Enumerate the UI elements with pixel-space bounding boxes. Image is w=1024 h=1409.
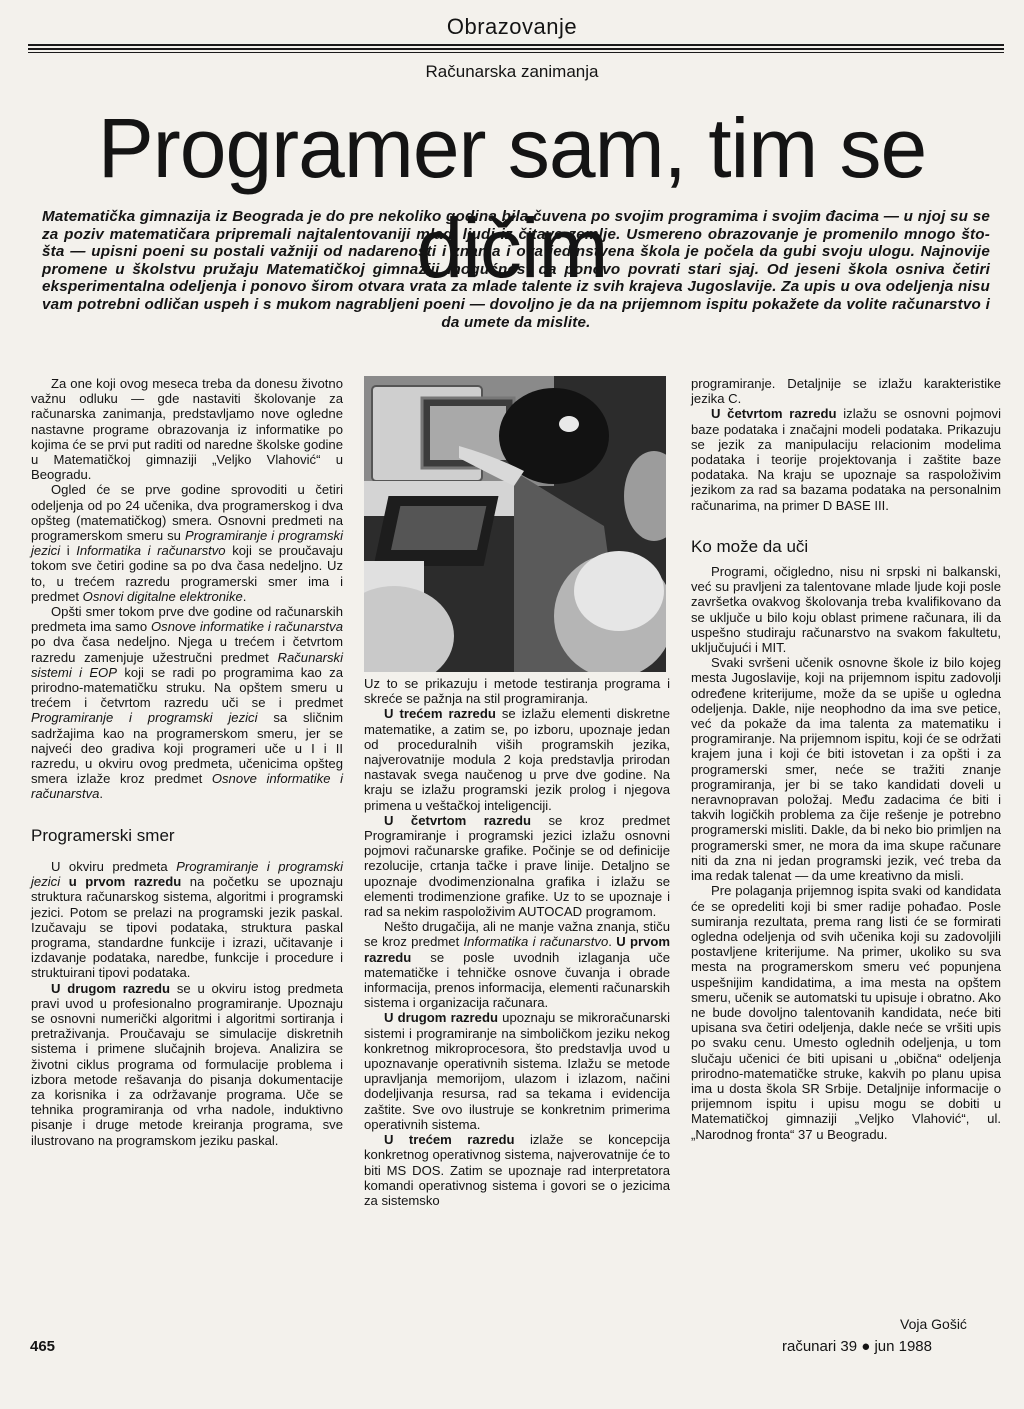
text: izlaže se koncepcija konkretnog operativnog sistema, najverovatnije će to biti MS DOS. Zatim se upoznaje rad interpretatora komandi operativnog sistema i govori se o jezicima za sistemsko [364, 1132, 670, 1208]
folio: računari 39 ● jun 1988 [782, 1338, 932, 1355]
paragraph [364, 1010, 670, 1132]
page-number: 465 [30, 1338, 56, 1355]
subject-name: Programiranje i programski jezici [31, 528, 343, 559]
text: izlažu se osnovni pojmovi baze podataka i značajni modeli podataka. Prikazuju se jezik za manipulaciju relacionim modelima podataka i teorije projektovanja i zaštite baze podataka. Na kraju se upoznaje sa raspoloživim jezikom za rad sa bazama podataka na personalnim računarima, na primer D BASE III. [691, 406, 1002, 513]
byline: Voja Gošić [900, 1316, 967, 1332]
text: sa sličnim sadržajima kao na programerskom smeru, jer se najveći deo gradiva koji programeri uče u I i II razredu, u okviru ovog predmeta, učenicima opšteg smera izlaže kroz predmet [31, 710, 343, 787]
subject-name: Informatika i računarstvo [463, 934, 609, 950]
subject-name: Osnove informatike i računarstva [31, 771, 343, 802]
text: se kroz predmet Programiranje i programski jezici izlažu osnovni pojmovi računarske grafike. Počinje se od definicije rezolucije, crtanja tačke i prave linije. Detaljno se upoznaje dvodimenzionalna grafika i izlažu se elementi trodimenzione grafike. Uz to se upoznaje i rad sa nekim raspoloživim AUTOCAD programom. [364, 812, 670, 920]
text: i [60, 543, 77, 559]
paragraph [364, 1132, 670, 1208]
article-column-3 [691, 376, 1001, 1142]
subheading-programerski-smer: Programerski smer [31, 825, 175, 845]
subsection-label: Računarska zanimanja [425, 62, 599, 81]
computer-students-illustration [364, 376, 666, 672]
grade-label: U drugom razredu [384, 1010, 498, 1026]
section-label: Obrazovanje [446, 14, 578, 39]
subject-name: Informatika i računarstvo [76, 543, 226, 559]
subject-name: Računarski sistemi i EOP [31, 649, 343, 680]
text: na početku se upoznaju struktura računarskog sistema, algoritmi i programski jezici. Potom se prelazi na programski jezik paskal. Izučavaju se tipovi podataka, struktura paskal programa, standardne funkcije i izrazi, učitavanje i izdavanje podataka, naredbe, funkcije i procedure i struktuirani tipovi podataka. [31, 874, 343, 981]
text: upoznaju se mikroračunarski sistemi i programiranje na simboličkom jeziku nekog konkretnog mikroprocesora, što predstavlja uvod u upoznavanje operativnih sistema. Izlažu se metode upravljanja memorijom, ulazom i izlazom, načini dodeljivanja resursa, rad sa tekama i evidencija zaštite. Sve ovo ilustruje se konkretnim primerima operativnih sistema. [364, 1010, 670, 1132]
paragraph: Za one koji ovog meseca treba da donesu životno važnu odluku — gde nastaviti školovanje za računarska zanimanja, predstavljamo nove ogledne nastavne programe obrazovanja iz informatike po kojima će se prvi put raditi od naredne školske godine u Matematičkoj gimnaziji „Veljko Vlahović“ u Beogradu. [31, 376, 343, 483]
paragraph [31, 859, 343, 981]
article-column-1 [31, 376, 343, 1148]
grade-label: U drugom razredu [51, 980, 171, 996]
text: . [608, 934, 617, 950]
paragraph [364, 706, 670, 812]
text: . [99, 786, 104, 802]
text: se u okviru istog predmeta pravi uvod u profesionalno programiranje. Upoznaju se osnovni numerički algoritmi i algoritmi sortiranja i pretraživanja. Proučavaju se simulacije diskretnih sistema i primene slučajnih brojeva. Analizira se životni ciklus programa od formulacije problema i izbora metode rešavanja do pisanja dokumentacije za korisnika i za održavanje programa. Uče se tehnika programiranja od vrha nadole, induktivno pisanje i druge metode kreiranja programa, sve ilustrovano na programskom jeziku paskal. [31, 980, 344, 1148]
text: U okviru predmeta [51, 858, 177, 874]
subheading-ko-moze-da-uci: Ko može da uči [691, 536, 809, 556]
paragraph [364, 813, 670, 919]
paragraph: Svaki svršeni učenik osnovne škole iz bilo kojeg mesta Jugoslavije, koji na prijemnom ispitu zadovolji određene kriterijume, može da se upiše u ogledna odeljenja. Dakle, nije neophodno da ima sve petice, već da pokaže da ima talenta za matematiku i programiranje. Na prijemnom ispitu, koji će se održati krajem juna i koji će biti istovetan i za opšti i za programerski smer, neće se tražiti znanje programiranja, jer bi se tako kandidati doveli u neravnopravan položaj. Među zadacima će biti i takvih logičkih problema za čije rešenje je potrebno programerski misliti. Dakle, da bi neko bio primljen na programerski smer, ne mora da ima skupe računare niti da zna ni jedan programski jezik, već treba da ima redak talenat — da ume kreativno da misli. [691, 655, 1002, 884]
headline: Programer sam, tim se dičim [97, 101, 927, 295]
text: se posle uvodnih izlaganja uče matematičke i tehničke osnove čuvanja i obrade informacija, prenos informacija, elementi računarskih sistema i organizacija računara. [364, 949, 670, 1011]
text: koji se radi po programima kao za prirodno-matematičku struku. Na opštem smeru u trećem i četvrtom razredu uči se i predmet [31, 664, 344, 711]
text: koji se proučavaju tokom sve četiri godine sa po dva časa nedeljno. Uz to, u trećem razredu programerski smer ima i predmet [31, 543, 343, 604]
grade-label: U četvrtom razredu [384, 812, 531, 828]
paragraph [364, 919, 670, 1010]
paragraph: Uz to se prikazuju i metode testiranja programa i skreće se pažnja na stil programiranja. [364, 676, 670, 707]
header-rules [28, 44, 1004, 55]
paragraph [31, 981, 343, 1148]
classroom-photo [364, 376, 666, 672]
paragraph: programiranje. Detaljnije se izlažu karakteristike jezika C. [691, 376, 1001, 407]
paragraph [691, 406, 1001, 512]
article-column-2 [364, 676, 670, 1208]
grade-label: U prvom razredu [364, 934, 670, 965]
grade-label: U četvrtom razredu [711, 406, 837, 422]
text: Ogled će se prve godine sprovoditi u četiri odeljenja od po 24 učenika, dva programerskog i dva opšteg (matematičkog) smera. Osnovni predmeti na programerskom smeru su [31, 482, 343, 544]
subject-name: Osnove informatike i računarstva [150, 619, 343, 635]
text: po dva časa nedeljno. Njega u trećem i četvrtom razredu zamenjuje užestručni predmet [31, 634, 343, 665]
text: Nešto drugačija, ali ne manje važna znanja, stiču se kroz predmet [364, 919, 670, 950]
grade-label: U trećem razredu [384, 1132, 515, 1148]
text: Opšti smer tokom prve dve godine od računarskih predmeta ima samo [31, 604, 343, 635]
paragraph [31, 482, 343, 604]
paragraph [31, 604, 343, 802]
grade-label: U trećem razredu [384, 706, 496, 722]
subject-name: Programiranje i programski jezici [31, 858, 343, 890]
text: se izlažu elementi diskretne matematike, a zatim se, po izboru, upoznaje jedan od proceduralnih viših programskih jezika, najverovatnije modula 2 koja predstavlja prirodan nastavak svega naučenog u prve dve godine. Na kraju se izlažu programski jezik prolog i njegova primena u veštačkoj inteligenciji. [364, 706, 670, 813]
paragraph: Programi, očigledno, nisu ni srpski ni balkanski, već su pravljeni za talentovane mlade ljude koji posle završetka ovakvog školovanja treba kvalifikovano da se uključe u bilo koju oblast primene računara, ili da uspešno studiraju računarstvo na svakom fakultetu, uključujući i MIT. [691, 564, 1001, 656]
subject-name: Programiranje i programski jezici [31, 710, 258, 726]
lead-paragraph: Matematička gimnazija iz Beograda je do pre nekoliko godina bila čuvena po svojim programima i svojim đacima — u njoj su se za poziv matematičara pripremali najtalentovaniji mladi ljudi iz čitave zemlje. Usmereno obrazovanje je promenilo mnogo što-šta — upisni poeni su postali važniji od nadarenosti i znanja i ova jedinstvena škola je počela da gubi svoju ulogu. Najnovije promene u školstvu pružaju Matematičkoj gimnaziji mogućnost da ponovo povrati stari sjaj. Od jeseni škola osniva četiri eksperimentalna odeljenja i ponovo širom otvara vrata za mlade talente iz svih krajeva Jugoslavije. Za upis u ova odeljenja nisu vam potrebni odličan uspeh i s mukom nagrabljeni poeni — dovoljno je da na prijemnom ispitu pokažete da volite računarstvo i da umete da mislite. [42, 208, 990, 331]
text: . [242, 588, 247, 604]
grade-label: u prvom razredu [68, 874, 182, 890]
paragraph: Pre polaganja prijemnog ispita svaki od kandidata će se opredeliti koji bi smer radije pohađao. Posle sumiranja rezultata, prema rang listi će se formirati ogledna odeljenja od svih učenika koji su zadovoljili postavljene kriterijume. Na primer, ukoliko su sva mesta na programerskom smeru već popunjena uspešnijim kandidatima, a ima mesta na opštem smeru, učenik se automatski tu upisuje i obratno. Ako ne bude dovoljno talentovanih kandidata, neće biti upisana sva četiri odeljenja, dakle neće se vršiti upis po svaku cenu. Umesto oglednih odeljenja, u tom slučaju učenici će biti upisani u „obična“ odeljenja prirodno-matematičke struke, kakvih po planu upisa ima u dosta škola SR Srbije. Detaljnije informacije o prijemnom ispitu i upisu mogu se dobiti u Matematičkoj gimnaziji „Veljko Vlahović“, ul. „Narodnog fronta“ 37 u Beogradu. [691, 883, 1001, 1142]
subject-name: Osnovi digitalne elektronike [82, 588, 243, 604]
